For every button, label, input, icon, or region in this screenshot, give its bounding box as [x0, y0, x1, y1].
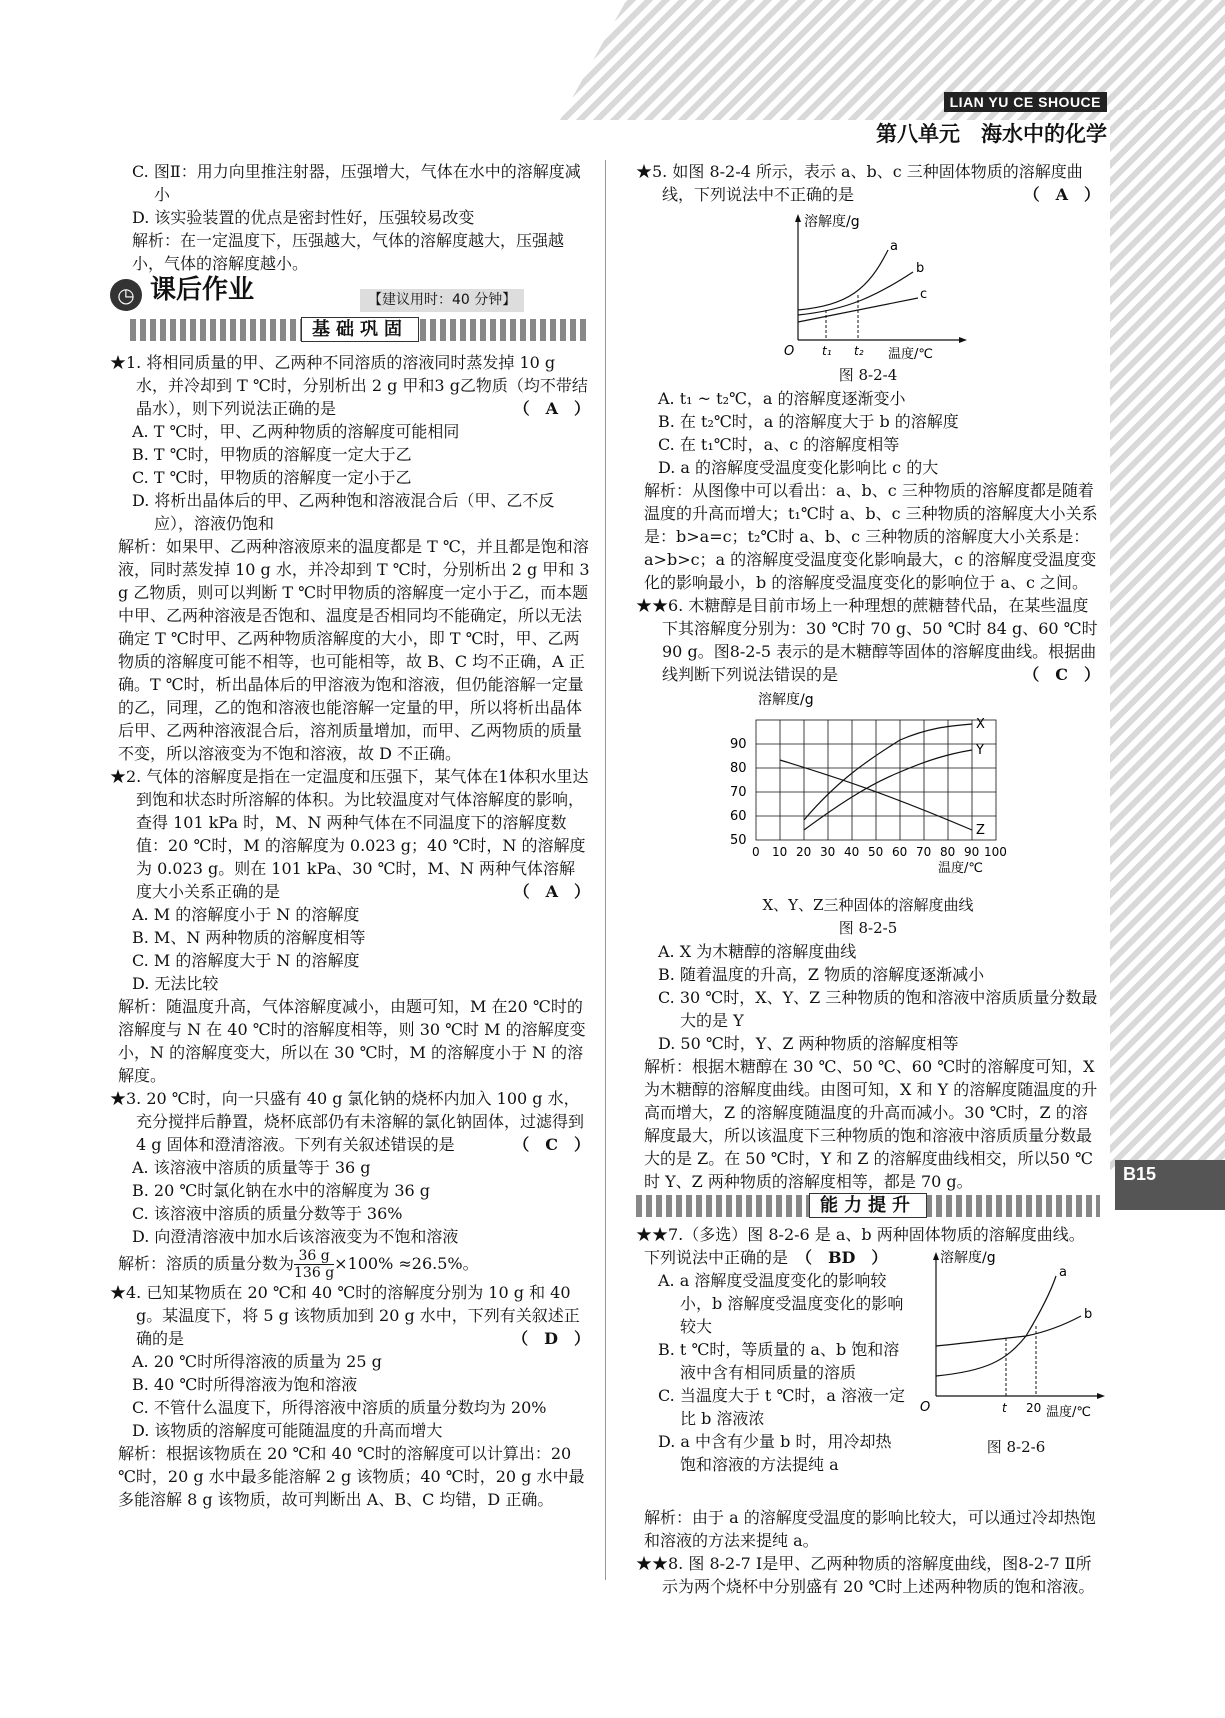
- option-text: C. 在 t₁℃时，a、c 的溶解度相等: [658, 435, 900, 454]
- y-axis-label: 溶解度/g: [804, 214, 860, 230]
- curve-b-label: b: [916, 261, 925, 276]
- curve-a-label: a: [1059, 1265, 1067, 1280]
- svg-text:70: 70: [916, 845, 932, 859]
- analysis: 解析：在一定温度下，压强越大，气体的溶解度越大，压强越小，气体的溶解度越小。: [132, 231, 565, 273]
- suggested-time: 【建议用时：40 分钟】: [360, 289, 524, 312]
- y-tick: 70: [730, 785, 747, 800]
- question-stem: ★★8. 图 8-2-7 Ⅰ是甲、乙两种物质的溶解度曲线，图8-2-7 Ⅱ所示为两个烧杯中分别盛有 20 ℃时上述两种物质的饱和溶液。: [636, 1554, 1095, 1596]
- option-text: D. 无法比较: [132, 974, 219, 993]
- analysis: 解析：由于 a 的溶解度受温度的影响比较大，可以通过冷却热饱和溶液的方法来提纯 a。: [644, 1508, 1096, 1550]
- figure-8-2-6: [916, 1246, 1106, 1436]
- header-unit-title: 第八单元 海水中的化学: [876, 121, 1107, 146]
- y-tick: 50: [730, 833, 747, 848]
- question-stem: ★1. 将相同质量的甲、乙两种不同溶质的溶液同时蒸发掉 10 g 水，并冷却到 T ℃时，分别析出 2 g 甲和3 g乙物质（均不带结晶水），则下列说法正确的是 （ A ）: [110, 353, 590, 418]
- question-stem: ★3. 20 ℃时，向一只盛有 40 g 氯化钠的烧杯内加入 100 g 水，充分搅拌后静置，烧杯底部仍有未溶解的氯化钠固体，过滤得到 4 g 固体和澄清溶液。下列有关叙述错误的是 （ C ）: [110, 1089, 590, 1154]
- y-tick: 80: [730, 761, 747, 776]
- t2-label: t₂: [854, 344, 864, 358]
- svg-text:40: 40: [844, 845, 860, 859]
- t-label: t: [1002, 1401, 1007, 1415]
- option-text: D. 向澄清溶液中加水后该溶液变为不饱和溶液: [132, 1227, 459, 1246]
- svg-text:60: 60: [892, 845, 908, 859]
- y-tick: 60: [730, 809, 747, 824]
- homework-section-header: [110, 275, 590, 345]
- option-text: D. 该实验装置的优点是密封性好，压强较易改变: [132, 208, 475, 227]
- curve-y-label: Y: [976, 743, 984, 758]
- bar-label: 能力提升: [809, 1193, 927, 1218]
- option-text: B. 随着温度的升高，Z 物质的溶解度逐渐减小: [658, 965, 985, 984]
- analysis: 解析：根据木糖醇在 30 ℃、50 ℃、60 ℃时的溶解度可知，X 为木糖醇的溶解度曲线。由图可知，X 和 Y 的溶解度随温度的升高而增大，Z 的溶解度随温度的升高而减小。30 ℃时，Z 的溶解度最大，所以该温度下三种物质的饱和溶液中溶质质量分数最大的是 Z。在 50 ℃时，Y 和 Z 的溶解度曲线相交，所以50 ℃时 Y、Z 两种物质的溶解度相等，都是 70 g。: [644, 1057, 1098, 1191]
- option-text: C. 当温度大于 t ℃时，a 溶液一定比 b 溶液浓: [658, 1386, 905, 1428]
- t20-label: 20: [1026, 1401, 1042, 1415]
- option-text: B. M、N 两种物质的溶解度相等: [132, 928, 366, 947]
- svg-text:80: 80: [940, 845, 956, 859]
- option-text: C. 图Ⅱ：用力向里推注射器，压强增大，气体在水中的溶解度减小: [132, 162, 581, 204]
- option-text: D. a 的溶解度受温度变化影响比 c 的大: [658, 458, 939, 477]
- answer: （ A ）: [1023, 185, 1100, 204]
- analysis: 解析：随温度升高，气体溶解度减小，由题可知，M 在20 ℃时的溶解度与 N 在 40 ℃时的溶解度相等，则 30 ℃时 M 的溶解度变小，N 的溶解度变大，所以在 30 ℃时，M 的溶解度小于 N 的溶解度。: [118, 997, 586, 1085]
- figure-8-2-4: [768, 210, 968, 360]
- question-stem: ★4. 已知某物质在 20 ℃和 40 ℃时的溶解度分别为 10 g 和 40 g。某温度下，将 5 g 该物质加到 20 g 水中，下列有关叙述正确的是 （ D ）: [110, 1283, 590, 1348]
- option-text: A. a 溶解度受温度变化的影响较小，b 溶解度受温度变化的影响较大: [658, 1271, 904, 1336]
- option-text: B. 40 ℃时所得溶液为饱和溶液: [132, 1375, 358, 1394]
- answer: （ C ）: [513, 1135, 590, 1154]
- option-text: D. 将析出晶体后的甲、乙两种饱和溶液混合后（甲、乙不反应），溶液仍饱和: [132, 491, 555, 533]
- section-bar: [636, 1195, 1100, 1217]
- option-text: B. 20 ℃时氯化钠在水中的溶解度为 36 g: [132, 1181, 431, 1200]
- svg-text:100: 100: [984, 845, 1007, 859]
- option-text: A. 20 ℃时所得溶液的质量为 25 g: [132, 1352, 382, 1371]
- figure-caption: 图 8-2-4: [838, 366, 898, 384]
- header-brand: LIAN YU CE SHOUCE: [944, 92, 1107, 112]
- x-axis-label: 温度/℃: [1046, 1405, 1091, 1420]
- analysis: 解析：根据该物质在 20 ℃和 40 ℃时的溶解度可以计算出：20 ℃时，20 g 水中最多能溶解 2 g 该物质；40 ℃时，20 g 水中最多能溶解 8 g 该物质，故可判断出 A、B、C 均错，D 正确。: [118, 1444, 585, 1509]
- right-column: [636, 160, 1100, 1598]
- curve-a-label: a: [890, 239, 898, 254]
- option-text: A. t₁ ~ t₂℃，a 的溶解度逐渐变小: [658, 389, 906, 408]
- option-text: C. 不管什么温度下，所得溶液中溶质的质量分数均为 20%: [132, 1398, 547, 1417]
- svg-text:20: 20: [796, 845, 812, 859]
- clock-icon: ◷: [110, 279, 142, 311]
- option-text: B. t ℃时，等质量的 a、b 饱和溶液中含有相同质量的溶质: [658, 1340, 900, 1382]
- x-axis-label: 温度/℃: [888, 347, 933, 360]
- y-axis-label: 溶解度/g: [940, 1250, 996, 1266]
- curve-a: [798, 250, 888, 310]
- answer: （ BD ）: [804, 1248, 888, 1267]
- option-text: B. T ℃时，甲物质的溶解度一定大于乙: [132, 445, 412, 464]
- option-text: D. 该物质的溶解度可能随温度的升高而增大: [132, 1421, 443, 1440]
- curve-b: [798, 272, 913, 315]
- svg-text:0: 0: [752, 845, 760, 859]
- option-text: B. 在 t₂℃时，a 的溶解度大于 b 的溶解度: [658, 412, 959, 431]
- curve-c-label: c: [920, 287, 928, 302]
- y-tick: 90: [730, 737, 747, 752]
- figure-title: X、Y、Z三种固体的溶解度曲线: [762, 896, 974, 914]
- grid: [756, 720, 996, 840]
- option-text: C. 30 ℃时，X、Y、Z 三种物质的饱和溶液中溶质质量分数最大的是 Y: [658, 988, 1098, 1030]
- svg-text:50: 50: [868, 845, 884, 859]
- question-stem: 下列说法中正确的是 （ BD ）: [644, 1248, 888, 1267]
- page-number: B15: [1115, 1160, 1225, 1210]
- left-column: [110, 160, 590, 1511]
- figure-caption: 图 8-2-6: [986, 1438, 1046, 1456]
- figure-8-2-5: [718, 690, 1018, 890]
- curve-x: [804, 724, 972, 820]
- bar-label: 基础巩固: [301, 317, 419, 342]
- option-text: A. M 的溶解度小于 N 的溶解度: [132, 905, 360, 924]
- option-text: C. 该溶液中溶质的质量分数等于 36%: [132, 1204, 403, 1223]
- section-bar: [130, 319, 590, 341]
- header-hatch: [560, 0, 1225, 120]
- curve-x-label: X: [976, 717, 985, 732]
- curve-b: [936, 1316, 1081, 1346]
- analysis: 解析：如果甲、乙两种溶液原来的温度都是 T ℃，并且都是饱和溶液，同时蒸发掉 10 g 水，并冷却到 T ℃时，分别析出 2 g 甲和 3 g 乙物质，则可以判断 T ℃时甲物质的溶解度一定小于乙，而本题中甲、乙两种溶液是否饱和、温度是否相同均不能确定，所以无法确定 T ℃时甲、乙两种物质溶解度的大小，即 T ℃时，甲、乙两物质的溶解度可能不相等，也可能相等，故 B、C 均不正确，A 正确。T ℃时，析出晶体后的甲溶液为饱和溶液，但仍能溶解一定量的乙，同理，乙的饱和溶液也能溶解一定量的甲，所以将析出晶体后甲、乙两种溶液混合后，溶剂质量增加，而甲、乙两物质的质量不变，所以溶液变为不饱和溶液，故 D 不正确。: [118, 537, 590, 763]
- figure-caption: 图 8-2-5: [838, 919, 898, 937]
- curve-a: [936, 1276, 1056, 1376]
- curve-z-label: Z: [976, 823, 985, 838]
- svg-text:90: 90: [964, 845, 980, 859]
- question-stem: ★2. 气体的溶解度是指在一定温度和压强下，某气体在1体积水里达到饱和状态时所溶解的体积。为比较温度对气体溶解度的影响，查得 101 kPa 时，M、N 两种气体在不同温度下的溶解度数值：20 ℃时，M 的溶解度为 0.023 g；40 ℃时，N 的溶解度为 0.023 g。则在 101 kPa、30 ℃时，M、N 两种气体溶解度大小关系正确的是 （ A ）: [110, 767, 590, 901]
- answer: （ D ）: [512, 1329, 590, 1348]
- answer: （ C ）: [1023, 665, 1100, 684]
- analysis: 解析：从图像中可以看出：a、b、c 三种物质的溶解度都是随着温度的升高而增大；t₁℃时 a、b、c 三种物质的溶解度大小关系是：b>a=c；t₂℃时 a、b、c 三种物质的溶解度大小关系是：a>b>c；a 的溶解度受温度变化影响最大，c 的溶解度受温度变化的影响最小，b 的溶解度受温度变化的影响位于 a、c 之间。: [644, 481, 1098, 592]
- t1-label: t₁: [822, 344, 832, 358]
- origin-label: O: [920, 1400, 931, 1415]
- question-stem: ★5. 如图 8-2-4 所示，表示 a、b、c 三种固体物质的溶解度曲线，下列说法中不正确的是 （ A ）: [636, 162, 1100, 204]
- svg-text:10: 10: [772, 845, 788, 859]
- option-text: A. T ℃时，甲、乙两种物质的溶解度可能相同: [132, 422, 460, 441]
- fraction: $\frac{36 g}{136 g}$: [294, 1248, 335, 1281]
- section-title: 课后作业: [150, 275, 255, 305]
- curve-y: [804, 750, 972, 830]
- option-text: C. T ℃时，甲物质的溶解度一定小于乙: [132, 468, 412, 487]
- side-hatch: [1110, 110, 1225, 1170]
- option-text: A. 该溶液中溶质的质量等于 36 g: [132, 1158, 371, 1177]
- x-axis-label: 温度/℃: [938, 861, 983, 876]
- answer: （ A ）: [513, 882, 590, 901]
- option-text: D. a 中含有少量 b 时，用冷却热饱和溶液的方法提纯 a: [658, 1432, 892, 1474]
- question-stem: ★★6. 木糖醇是目前市场上一种理想的蔗糖替代品，在某些温度下其溶解度分别为：30 ℃时 70 g、50 ℃时 84 g、60 ℃时 90 g。图8-2-5 表示的是木糖醇等固体的溶解度曲线。根据曲线判断下列说法错误的是 （ C ）: [636, 596, 1100, 684]
- option-text: C. M 的溶解度大于 N 的溶解度: [132, 951, 360, 970]
- q7-block: [636, 1246, 1100, 1506]
- option-text: D. 50 ℃时，Y、Z 两种物质的溶解度相等: [658, 1034, 959, 1053]
- x-ticks: [752, 845, 1007, 859]
- svg-text:30: 30: [820, 845, 836, 859]
- q7-options: [636, 1246, 906, 1476]
- y-axis-label: 溶解度/g: [758, 692, 814, 708]
- curve-b-label: b: [1084, 1307, 1093, 1322]
- question-stem: ★★7.（多选）图 8-2-6 是 a、b 两种固体物质的溶解度曲线。: [636, 1225, 1085, 1244]
- column-divider: [605, 160, 606, 1580]
- analysis: 解析：溶质的质量分数为 $\frac{36 g}{136 g}$ ×100% ≈26.5%。: [118, 1248, 479, 1281]
- answer: （ A ）: [513, 399, 590, 418]
- option-text: A. X 为木糖醇的溶解度曲线: [658, 942, 857, 961]
- origin-label: O: [784, 344, 795, 359]
